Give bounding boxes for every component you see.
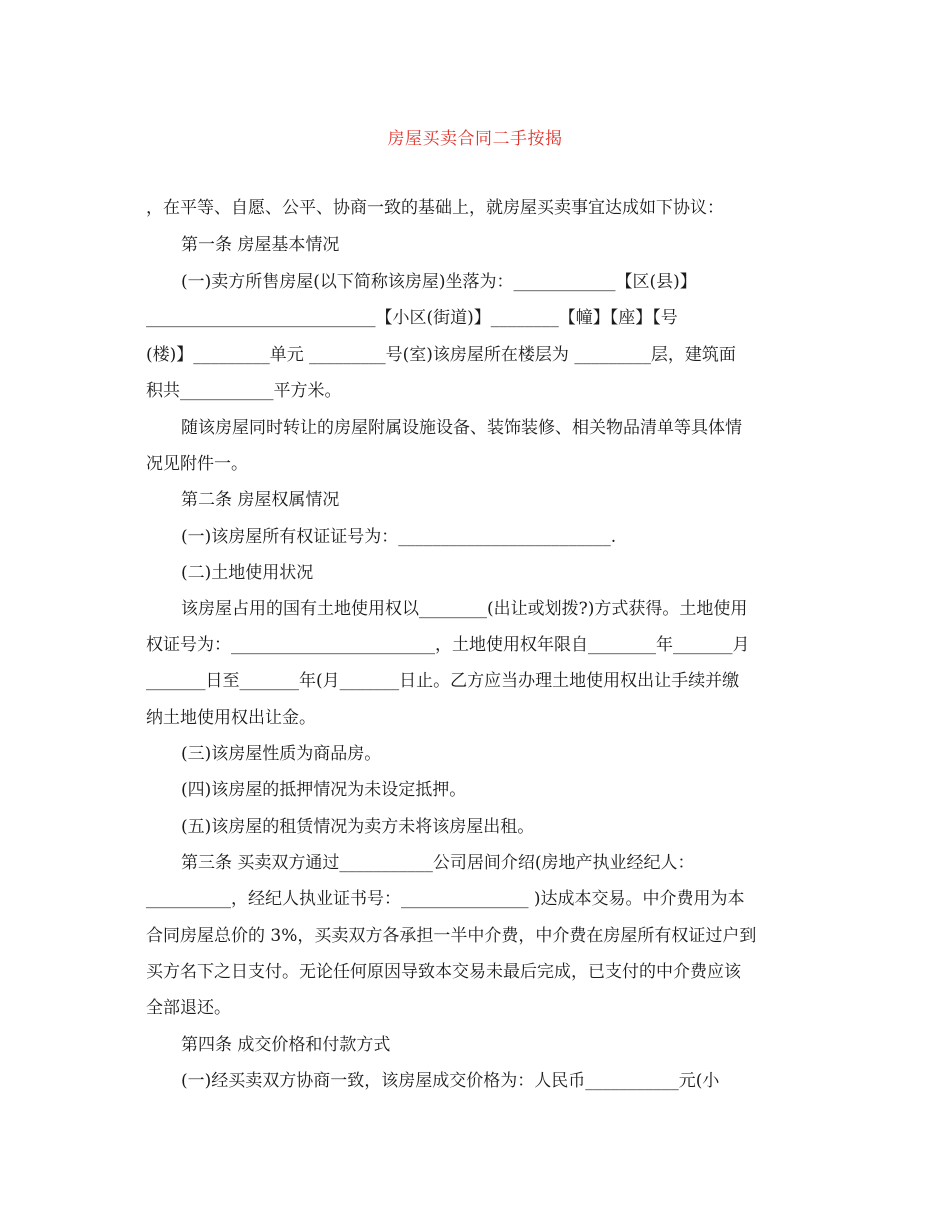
document-title: 房屋买卖合同二手按揭	[387, 129, 563, 149]
text-line-18: (五)该房屋的租赁情况为卖方未将该房屋出租。	[181, 817, 535, 837]
text-line-21: 合同房屋总价的 3%，买卖双方各承担一半中介费，中介费在房屋所有权证过户到	[146, 926, 757, 946]
text-line-13: 权证号为：________________________，土地使用权年限自________年_______月	[146, 635, 750, 655]
text-line-8: 况见附件一。	[146, 454, 248, 474]
article-2-heading: 第二条 房屋权属情况	[181, 490, 340, 510]
text-line-6: 积共___________平方米。	[146, 381, 342, 401]
text-line-16: (三)该房屋性质为商品房。	[181, 744, 382, 764]
text-line-23: 全部退还。	[146, 998, 231, 1018]
text-line-12: 该房屋占用的国有土地使用权以________(出让或划拨?)方式获得。土地使用	[181, 599, 748, 619]
article-3-heading: 第三条 买卖双方通过___________公司居间介绍(房地产执业经纪人：	[181, 853, 695, 873]
text-line-14: _______日至_______年(月_______日止。乙方应当办理土地使用权出让手续并缴	[146, 671, 740, 691]
text-line-11: (二)土地使用状况	[181, 563, 314, 583]
text-line-7: 随该房屋同时转让的房屋附属设施设备、装饰装修、相关物品清单等具体情	[181, 418, 742, 438]
text-line-10: (一)该房屋所有权证证号为：_________________________.	[181, 527, 617, 547]
text-line-3: (一)卖方所售房屋(以下简称该房屋)坐落为：____________【区(县)】	[181, 272, 697, 292]
text-line-25: (一)经买卖双方协商一致，该房屋成交价格为：人民币___________元(小	[181, 1071, 720, 1091]
text-line-22: 买方名下之日支付。无论任何原因导致本交易未最后完成，已支付的中介费应该	[146, 962, 741, 982]
text-line-15: 纳土地使用权出让金。	[146, 708, 316, 728]
text-line-20: __________，经纪人执业证书号：_______________ )达成本交易。中介费用为本	[146, 889, 745, 909]
text-line-4: ___________________________【小区(街道)】________【幢】【座】【号	[146, 308, 678, 328]
article-4-heading: 第四条 成交价格和付款方式	[181, 1035, 391, 1055]
text-line-5: (楼)】_________单元 _________号(室)该房屋所在楼层为 _________层，建筑面	[146, 345, 736, 365]
text-line-17: (四)该房屋的抵押情况为未设定抵押。	[181, 780, 467, 800]
article-1-heading: 第一条 房屋基本情况	[181, 235, 340, 255]
text-line-1: ，在平等、自愿、公平、协商一致的基础上，就房屋买卖事宜达成如下协议：	[146, 198, 724, 218]
